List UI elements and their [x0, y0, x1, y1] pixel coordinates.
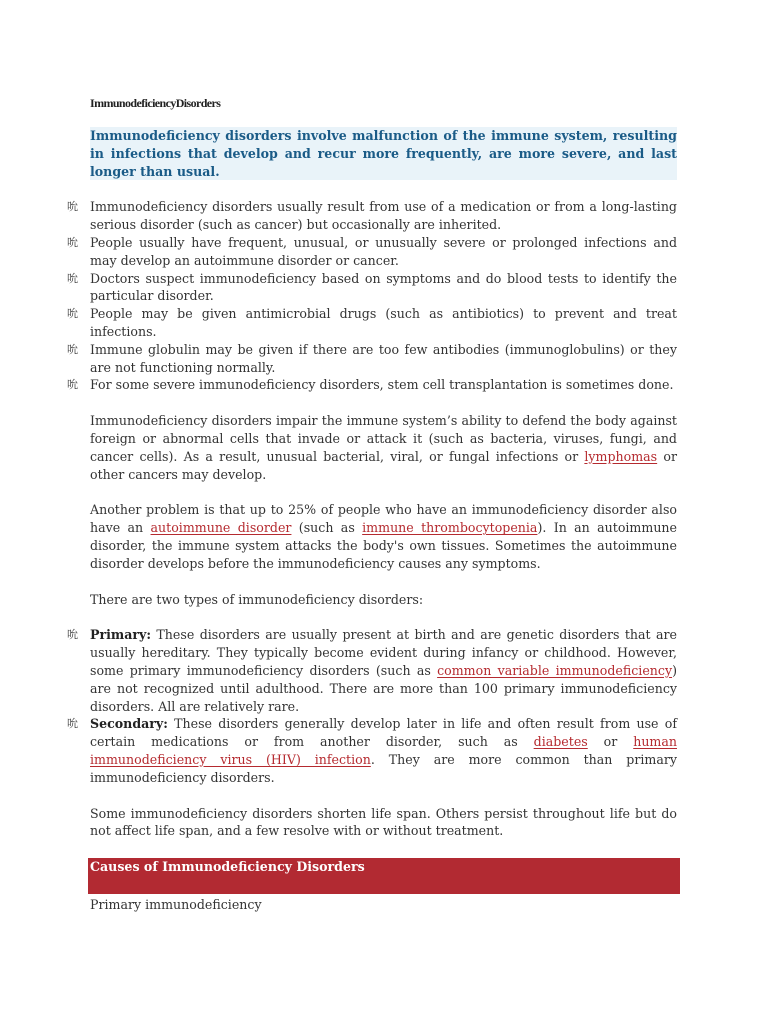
key-point-item [67, 341, 677, 377]
key-point-item [67, 198, 677, 234]
key-point-item [67, 376, 677, 394]
types-list [67, 626, 677, 786]
document-page [67, 96, 677, 914]
subsection-label: Primary immunodeficiency [90, 897, 262, 913]
link-hiv-infection[interactable]: human immunodeficiency virus (HIV) infection [90, 734, 677, 767]
paragraph-text: or other cancers may develop. [90, 448, 677, 482]
type-item-secondary [67, 715, 677, 786]
paragraph-immune-impairment [90, 412, 677, 483]
link-immune-thrombocytopenia[interactable]: immune thrombocytopenia [362, 520, 538, 536]
type-term: Secondary: [90, 716, 168, 732]
link-common-variable-immunodeficiency[interactable]: common variable immunodeficiency [437, 662, 673, 678]
paragraph-text: (such as [291, 520, 363, 536]
paragraph-text: Immunodeficiency disorders impair the immune system’s ability to defend the body against foreign or abnormal cells that invade or attack it (such as bacteria, viruses, fungi, and cancer cells). As a result, unusual bacterial, viral, or fungal infections or [90, 413, 677, 464]
paragraph-types-intro: There are two types of immunodeficiency disorders: [90, 591, 424, 607]
bullet-icon: 吮 [67, 271, 78, 285]
key-point-text: Doctors suspect immunodeficiency based on symptoms and do blood tests to identify the particular disorder. [90, 270, 677, 304]
section-heading-causes: Causes of Immunodeficiency Disorders [88, 858, 680, 894]
paragraph-autoimmune [90, 501, 677, 572]
summary-highlight: Immunodeficiency disorders involve malfunction of the immune system, resulting in infections that develop and recur more frequently, are more severe, and last longer than usual. [90, 128, 677, 179]
document-title: ImmunodeficiencyDisorders [90, 96, 221, 110]
key-point-text: For some severe immunodeficiency disorders, stem cell transplantation is sometimes done. [90, 377, 674, 393]
bullet-icon: 吮 [67, 307, 78, 321]
key-point-text: Immune globulin may be given if there are too few antibodies (immunoglobulins) or they are not functioning normally. [90, 341, 677, 375]
bullet-icon: 吮 [67, 717, 78, 731]
key-point-item [67, 234, 677, 270]
link-autoimmune-disorder[interactable]: autoimmune disorder [150, 520, 292, 536]
link-lymphomas[interactable]: lymphomas [584, 448, 658, 464]
bullet-icon: 吮 [67, 628, 78, 642]
paragraph-text: Another problem is that up to 25% of people who have an immunodeficiency disorder also have an [90, 502, 677, 536]
key-point-text: Immunodeficiency disorders usually result from use of a medication or from a long-lasting serious disorder (such as cancer) but occasionally are inherited. [90, 199, 677, 233]
type-term: Primary: [90, 627, 151, 643]
key-points-list [67, 198, 677, 394]
type-text: ) are not recognized until adulthood. There are more than 100 primary immunodeficiency disorders. All are relatively rare. [90, 662, 677, 714]
paragraph-text: ). In an autoimmune disorder, the immune system attacks the body's own tissues. Sometimes the autoimmune disorder develops before the immunodeficiency causes any symptoms. [90, 520, 677, 571]
type-text: . They are more common than primary immunodeficiency disorders. [90, 751, 677, 785]
type-text: or [587, 734, 634, 750]
type-text: These disorders generally develop later in life and often result from use of certain medications or from another disorder, such as [90, 716, 677, 750]
key-point-item [67, 305, 677, 341]
link-diabetes[interactable]: diabetes [533, 734, 588, 750]
bullet-icon: 吮 [67, 342, 78, 356]
type-text: These disorders are usually present at birth and are genetic disorders that are usually hereditary. They typically become evident during infancy or childhood. However, some primary immunodeficiency disorders (such as [90, 627, 677, 678]
bullet-icon: 吮 [67, 200, 78, 214]
paragraph-life-span: Some immunodeficiency disorders shorten life span. Others persist throughout life but do not affect life span, and a few resolve with or without treatment. [90, 805, 677, 839]
key-point-text: People usually have frequent, unusual, or unusually severe or prolonged infections and may develop an autoimmune disorder or cancer. [90, 234, 677, 268]
type-item-primary [67, 626, 677, 715]
bullet-icon: 吮 [67, 378, 78, 392]
key-point-item [67, 270, 677, 306]
bullet-icon: 吮 [67, 235, 78, 249]
key-point-text: People may be given antimicrobial drugs (such as antibiotics) to prevent and treat infections. [90, 306, 677, 339]
